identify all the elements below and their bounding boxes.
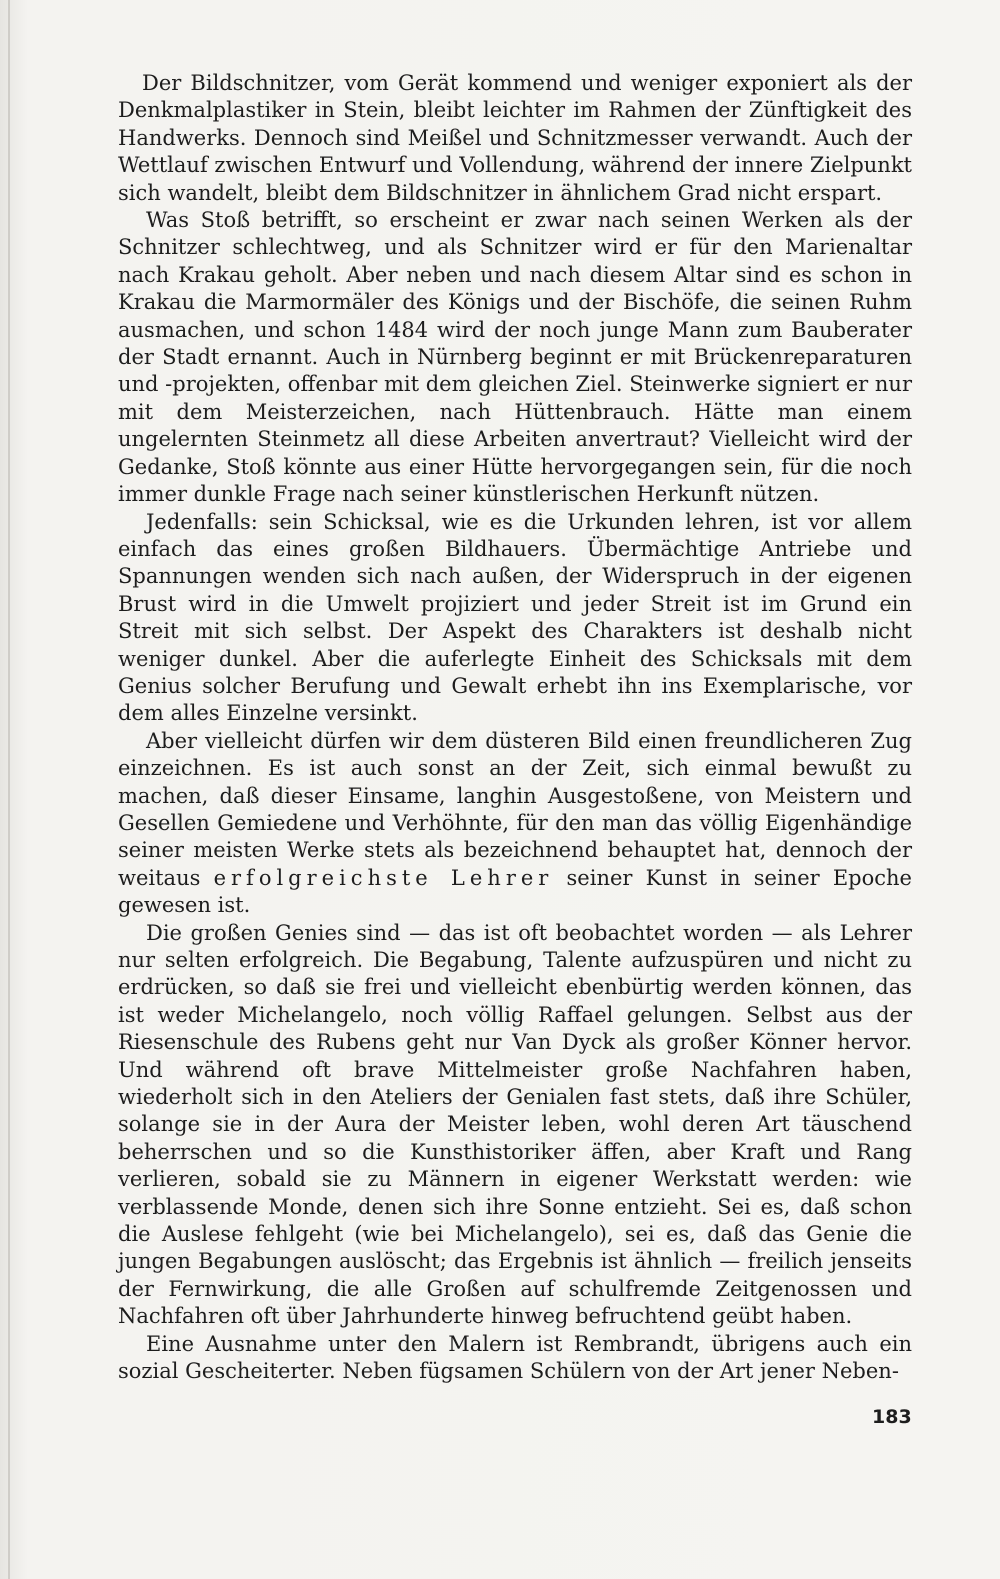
page-number: 183 xyxy=(872,1406,912,1428)
emphasized-phrase: erfolgreichste Lehrer xyxy=(213,865,554,890)
paragraph-4-part-2: seiner Kunst in seiner Epoche gewesen ist. xyxy=(118,865,912,918)
paragraph-3: Jedenfalls: sein Schicksal, wie es die Urkunden lehren, ist vor allem einfach das eines großen Bildhauers. Übermächtige Antriebe und Spannungen wenden sich nach außen, der Widerspruch in der eigenen Brust wird in die Umwelt projiziert und jeder Streit ist im Grund ein Streit mit sich selbst. Der Aspekt des Charakters ist deshalb nicht weniger dunkel. Aber die auferlegte Einheit des Schicksals mit dem Genius solcher Berufung und Gewalt erhebt ihn ins Exemplarische, vor dem alles Einzelne versinkt. xyxy=(118,509,912,726)
paragraph-1: Der Bildschnitzer, vom Gerät kommend und weniger exponiert als der Denkmalplastiker in Stein, bleibt leichter im Rahmen der Zünftigkeit des Handwerks. Dennoch sind Meißel und Schnitzmesser verwandt. Auch der Wettlauf zwischen Entwurf und Vollendung, während der innere Zielpunkt sich wandelt, bleibt dem Bildschnitzer in ähnlichem Grad nicht erspart. xyxy=(118,71,912,205)
paragraph-6: Eine Ausnahme unter den Malern ist Rembrandt, übrigens auch ein sozial Gescheiterter. Neben fügsamen Schülern von der Art jener Neben- xyxy=(118,1331,912,1384)
binding-gutter xyxy=(8,0,10,1579)
body-text xyxy=(118,70,912,1386)
paragraph-4-part-1: Aber vielleicht dürfen wir dem düsteren Bild einen freundlicheren Zug einzeichnen. Es ist auch sonst an der Zeit, sich einmal bewußt zu machen, daß dieser Einsame, langhin Ausgestoßene, von Meistern und Gesellen Gemiedene und Verhöhnte, für den man das völlig Eigenhändige seiner meisten Werke stets als bezeichnend behauptet hat, dennoch der weitaus xyxy=(118,728,912,890)
paragraph-4 xyxy=(118,728,912,920)
paragraph-5: Die großen Genies sind — das ist oft beobachtet worden — als Lehrer nur selten erfolgreich. Die Begabung, Talente aufzuspüren und nicht zu erdrücken, so daß sie frei und vielleicht ebenbürtig werden können, das ist weder Michelangelo, noch völlig Raffael gelungen. Selbst aus der Riesenschule des Rubens geht nur Van Dyck als großer Könner hervor. Und während oft brave Mittelmeister große Nachfahren haben, wiederholt sich in den Ateliers der Genialen fast stets, daß ihre Schüler, solange sie in der Aura der Meister leben, wohl deren Art täuschend beherrschen und so die Kunsthistoriker äffen, aber Kraft und Rang verlieren, sobald sie zu Männern in eigener Werkstatt werden: wie verblassende Monde, denen sich ihre Sonne entzieht. Sei es, daß schon die Auslese fehlgeht (wie bei Michelangelo), sei es, daß das Genie die jungen Begabungen auslöscht; das Ergebnis ist ähnlich — freilich jenseits der Fernwirkung, die alle Großen auf schulfremde Zeitgenossen und Nachfahren oft über Jahrhunderte hinweg befruchtend geübt haben. xyxy=(118,920,912,1329)
paragraph-2: Was Stoß betrifft, so erscheint er zwar nach seinen Werken als der Schnitzer schlechtweg, und als Schnitzer wird er für den Marienaltar nach Krakau geholt. Aber neben und nach diesem Altar sind es schon in Krakau die Marmormäler des Königs und der Bischöfe, die seinen Ruhm ausmachen, und schon 1484 wird der noch junge Mann zum Bauberater der Stadt ernannt. Auch in Nürnberg beginnt er mit Brückenreparaturen und -projekten, offenbar mit dem gleichen Ziel. Steinwerke signiert er nur mit dem Meisterzeichen, nach Hüttenbrauch. Hätte man einem ungelernten Steinmetz all diese Arbeiten anvertraut? Vielleicht wird der Gedanke, Stoß könnte aus einer Hütte hervorgegangen sein, für die noch immer dunkle Frage nach seiner künstlerischen Herkunft nützen. xyxy=(118,208,912,507)
